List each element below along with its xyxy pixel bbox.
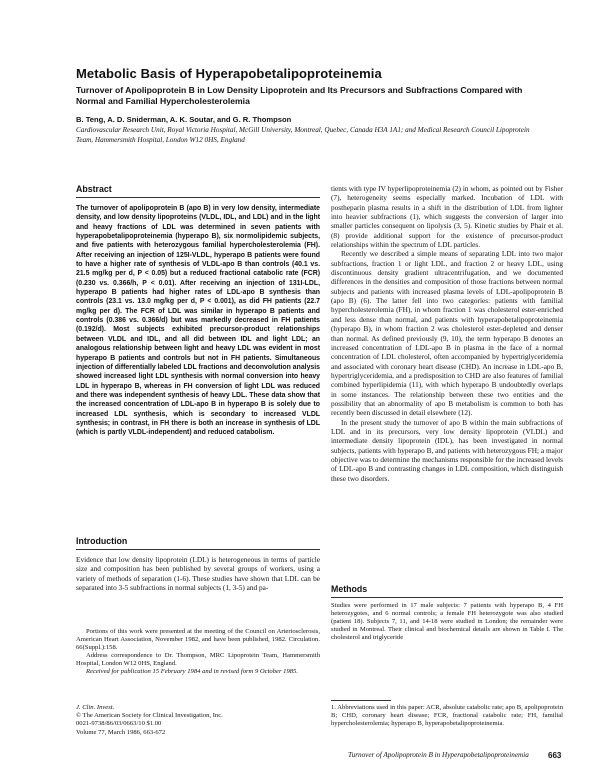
affiliation: Cardiovascular Research Unit, Royal Victoria Hospital, McGill University, Montreal, Quebec, Canada H3A 1A1; and Medical Research Council Lipoprotein Team, Hammersmith Hospital, London W12 0HS, England (76, 126, 530, 144)
received-note: Received for publication 15 February 1984 and in revised form 9 October 1985. (86, 668, 298, 676)
running-title: Turnover of Apolipoprotein B in Hyperapobetalipoproteinemia (348, 751, 529, 759)
copyright-line: © The American Society for Clinical Investigation, Inc. (76, 712, 223, 720)
volume-line: Volume 77, March 1986, 663-672 (76, 728, 166, 736)
presentation-note: Portions of this work were presented at the meeting of the Council on Arteriosclerosis, American Heart Association, November 1982, and have been published, 1982. Circulation. 66(Suppl.):158. (76, 628, 320, 652)
introduction-heading: Introduction (76, 536, 128, 546)
methods-rule (331, 597, 563, 598)
journal-name: J. Clin. Invest. (76, 704, 115, 711)
introduction-text: Evidence that low density lipoprotein (LDL) is heterogeneous in terms of particle size and composition has been published by several groups of workers, using a variety of methods of separation (1-6). These studies have shown that LDL can be separated into 3-5 subfractions in normal subjects (1, 3-5) and pa- (76, 555, 320, 593)
article-title: Metabolic Basis of Hyperapobetalipoproteinemia (76, 66, 382, 81)
article-subtitle: Turnover of Apolipoprotein B in Low Density Lipoprotein and Its Precursors and Subfractions Compared with Normal and Familial Hypercholesterolemia (76, 85, 523, 106)
objective-paragraph: In the present study the turnover of apo B within the main subfractions of LDL and in its precursors, very low density lipoprotein (VLDL) and intermediate density lipoprotein (IDL), has been investigated in normal subjects, patients with hyperapo B, and patients with heterozygous FH; a major objective was to determine the mechanisms responsible for the increased levels of LDL-apo B and contrasting changes in LDL composition, which distinguish these two disorders. (331, 417, 563, 483)
abbreviations-footnote: 1. Abbreviations used in this paper: ACR, absolute catabolic rate; apo B, apolipoprotein B; CHD, coronary heart disease; FCR, fractional catabolic rate; FH, familial hypercholesterolemia; hyperapo B, hyperapobetalipoproteinemia. (331, 704, 563, 728)
author-list: B. Teng, A. D. Sniderman, A. K. Soutar, and G. R. Thompson (76, 115, 292, 124)
methods-text: Studies were performed in 17 male subjects: 7 patients with hyperapo B, 4 FH heterozygotes, and 6 normal controls; a female FH heterozygote was also studied (patient 18). Subjects 7, 11, and 14-18 were studied in London; the remainder were studied in Montreal. Their clinical and biochemical details are shown in Table I. The cholesterol and triglyceride (331, 602, 563, 642)
introduction-rule (76, 549, 320, 550)
page-number: 663 (548, 751, 562, 760)
background-paragraph: Recently we described a simple means of separating LDL into two major subfractions, fraction 1 or light LDL, and fraction 2 or heavy LDL, using discontinuous density gradient ultracentrifugation, and we documented differences in the densities and composition of those fractions between normal subjects and patients with increased plasma levels of LDL-apolipoprotein B (apo B) (6). The latter fell into two categories: patients with familial hypercholesterolemia (FH), in whom fraction 1 was cholesterol ester-enriched and less dense than normal, and patients with hyperapobetalipoproteinemia (hyperapo B), in whom fraction 2 was cholesterol ester-depleted and denser than normal. As defined previously (9, 10), the term hyperapo B denotes an increased concentration of LDL-apo B in plasma in the face of a normal concentration of LDL cholesterol, often accompanied by hypertriglyceridemia and associated with coronary heart disease (CHD). An increase in LDL-apo B, hypertriglyceridemia, and a predisposition to CHD are also features of familial combined hyperlipidemia (11), with which hyperapo B undoubtedly overlaps in some instances. The relationship between these two entities and the possibility that an abnormality of apo B metabolism is common to both has recently been discussed in detail elsewhere (12). (331, 249, 563, 418)
footnote-rule (331, 700, 391, 701)
right-column-body (331, 184, 563, 548)
abstract-rule (76, 197, 320, 198)
abstract-text: The turnover of apolipoprotein B (apo B) in very low density, intermediate density, and low density lipoproteins (VLDL, IDL, and LDL) and in the light and heavy fractions of LDL was determined in seven patients with hyperapobetalipoproteinemia (hyperapo B), six normolipidemic subjects, and five patients with heterozygous familial hypercholesterolemia (FH). After receiving an injection of 125I-VLDL, hyperapo B patients were found to have a higher rate of synthesis of VLDL-apo B than controls (40.1 vs. 21.5 mg/kg per d, P < 0.05) but a reduced fractional catabolic rate (FCR) (0.230 vs. 0.366/h, P < 0.01). After receiving an injection of 131I-LDL, hyperapo B patients had higher rates of LDL-apo B synthesis than controls (23.1 vs. 13.0 mg/kg per d, P < 0.001), as did FH patients (22.7 mg/kg per d). The FCR of LDL was similar in hyperapo B patients and controls (0.386 vs. 0.366/d) but was markedly decreased in FH patients (0.192/d). Most subjects exhibited precursor-product relationships between VLDL and IDL, and all did between IDL and light LDL; an analogous relationship between light and heavy LDL was evident in most hyperapo B patients and controls but not in FH patients. Simultaneous injection of differentially labeled LDL fractions and deconvolution analysis showed increased light LDL synthesis with normal conversion into heavy LDL in hyperapo B, whereas in FH conversion of light LDL was reduced and there was independent synthesis of heavy LDL. These data show that the increased concentration of LDL-apo B in hyperapo B is solely due to increased LDL synthesis, which is secondary to increased VLDL synthesis; in contrast, in FH there is both an increase in synthesis of LDL (which is partly VLDL-independent) and reduced catabolism. (76, 205, 320, 437)
left-footnotes (76, 628, 320, 677)
intro-continued-paragraph: tients with type IV hyperlipoproteinemia (2) in whom, as pointed out by Fisher (7), heterogeneity seems especially marked. Incubation of LDL with postheparin plasma results in a shift in the distribution of LDL from lighter into heavier subfractions (1), which suggests the conversion of larger into smaller particles consequent on lipolysis (3, 5). Kinetic studies by Phair et al. (8) provide additional support for the existence of precursor-product relationships within the spectrum of LDL particles. (331, 184, 563, 250)
address-note: Address correspondence to Dr. Thompson, MRC Lipoprotein Team, Hammersmith Hospital, London W12 0HS, England. (76, 652, 320, 668)
abstract-heading: Abstract (76, 184, 112, 194)
issn-line: 0021-9738/86/03/0663/10 $1.00 (76, 720, 162, 728)
copyright-block (76, 704, 320, 737)
methods-heading: Methods (331, 584, 368, 594)
